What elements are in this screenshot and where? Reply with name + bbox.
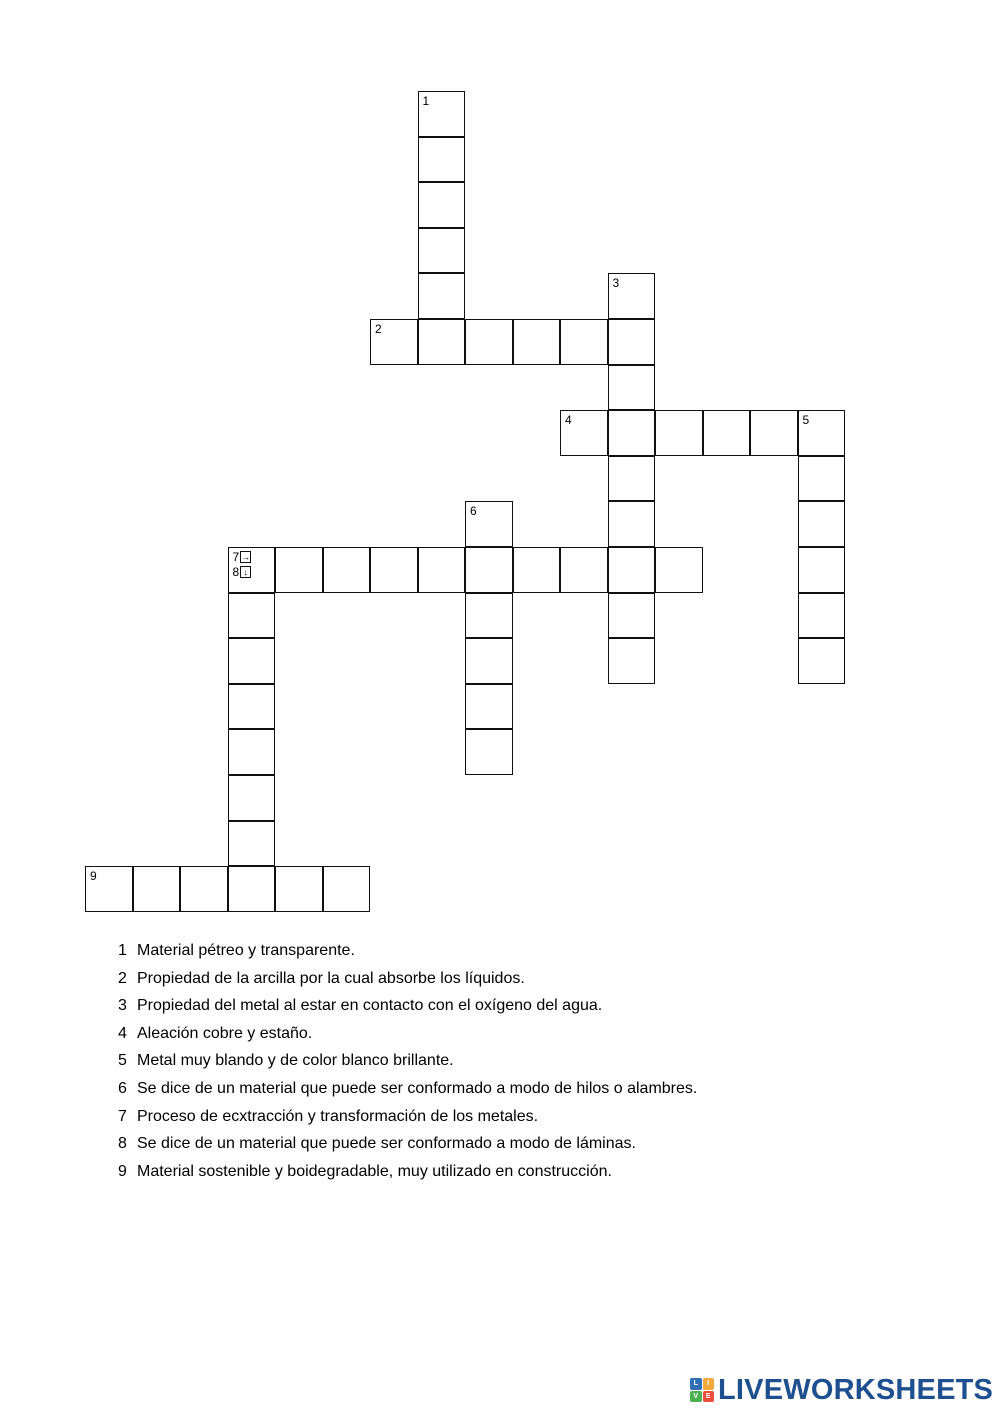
crossword-cell-input[interactable]: [656, 411, 702, 455]
crossword-cell[interactable]: [465, 638, 513, 684]
crossword-cell[interactable]: [750, 410, 798, 456]
crossword-cell-input[interactable]: [134, 867, 180, 911]
crossword-cell-input[interactable]: [229, 685, 275, 729]
crossword-cell[interactable]: [703, 410, 751, 456]
crossword-cell-input[interactable]: [229, 867, 275, 911]
clue-text: Propiedad de la arcilla por la cual absorbe los líquidos.: [137, 969, 525, 987]
crossword-cell-input[interactable]: [656, 548, 702, 592]
crossword-cell[interactable]: [228, 638, 276, 684]
clue-list: [118, 942, 978, 1190]
cell-number-label: 3: [612, 276, 620, 291]
clue-number: 5: [118, 1052, 127, 1070]
crossword-cell-input[interactable]: [561, 548, 607, 592]
crossword-cell-input[interactable]: [609, 594, 655, 638]
clue-text: Metal muy blando y de color blanco brillante.: [137, 1052, 454, 1070]
crossword-cell-input[interactable]: [419, 274, 465, 318]
crossword-cell-input[interactable]: [609, 457, 655, 501]
clue-item: [118, 997, 978, 1025]
clue-number: 9: [118, 1162, 127, 1180]
clue-number: 6: [118, 1079, 127, 1097]
crossword-cell-input[interactable]: [276, 548, 322, 592]
crossword-cell-input[interactable]: [466, 502, 512, 546]
crossword-cell[interactable]: [798, 501, 846, 547]
crossword-cell-input[interactable]: [466, 730, 512, 774]
crossword-cell[interactable]: [418, 137, 466, 183]
crossword-cell[interactable]: [228, 821, 276, 867]
crossword-cell[interactable]: [323, 866, 371, 912]
crossword-cell[interactable]: [418, 273, 466, 319]
crossword-cell-input[interactable]: [181, 867, 227, 911]
crossword-cell[interactable]: [798, 410, 846, 456]
logo-mark-tile: V: [690, 1391, 702, 1403]
crossword-cell[interactable]: [275, 866, 323, 912]
clue-number: 3: [118, 997, 127, 1015]
clue-item: [118, 1080, 978, 1108]
crossword-cell-input[interactable]: [371, 548, 417, 592]
arrow-right-icon: →: [241, 552, 251, 562]
crossword-cell[interactable]: [228, 866, 276, 912]
crossword-cell-input[interactable]: [609, 548, 655, 592]
crossword-cell[interactable]: [465, 501, 513, 547]
crossword-cell-input[interactable]: [229, 730, 275, 774]
clue-item: [118, 1108, 978, 1136]
liveworksheets-logo-icon: [690, 1378, 714, 1402]
crossword-cell-input[interactable]: [561, 411, 607, 455]
cell-number-label: 1: [422, 94, 430, 108]
crossword-cell-input[interactable]: [86, 867, 132, 911]
clue-number: 2: [118, 969, 127, 987]
clue-text: Aleación cobre y estaño.: [137, 1024, 313, 1042]
crossword-cell-input[interactable]: [466, 320, 512, 364]
logo-mark-tile: I: [703, 1378, 715, 1390]
crossword-cell-input[interactable]: [419, 548, 465, 592]
crossword-cell-input[interactable]: [276, 867, 322, 911]
cell-number-label: 2: [375, 322, 382, 336]
crossword-cell-input[interactable]: [419, 320, 465, 364]
crossword-cell[interactable]: [228, 775, 276, 821]
crossword-cell-input[interactable]: [419, 229, 465, 273]
logo-mark-tile: E: [703, 1391, 715, 1403]
crossword-cell-input[interactable]: [229, 776, 275, 820]
crossword-cell-input[interactable]: [324, 548, 370, 592]
clue-text: Propiedad del metal al estar en contacto con el oxígeno del agua.: [137, 997, 603, 1015]
crossword-cell-input[interactable]: [609, 320, 655, 364]
clue-number: 1: [118, 942, 127, 959]
crossword-cell-input[interactable]: [799, 594, 845, 638]
cell-number-label: 4: [565, 413, 572, 428]
crossword-cell[interactable]: [608, 410, 656, 456]
logo-mark-tile: L: [690, 1378, 702, 1390]
crossword-cell[interactable]: [133, 866, 181, 912]
crossword-cell-input[interactable]: [609, 274, 655, 318]
crossword-cell-input[interactable]: [419, 92, 465, 136]
crossword-cell-input[interactable]: [229, 639, 275, 683]
crossword-cell-input[interactable]: [609, 639, 655, 683]
crossword-cell-input[interactable]: [466, 594, 512, 638]
crossword-cell-input[interactable]: [704, 411, 750, 455]
cell-number-label: 5: [802, 413, 810, 428]
clue-text: Proceso de ecxtracción y transformación de los metales.: [137, 1107, 539, 1125]
crossword-cell-input[interactable]: [609, 502, 655, 546]
crossword-cell[interactable]: [465, 684, 513, 730]
cell-number-label: 6: [470, 504, 477, 519]
crossword-cell-input[interactable]: [751, 411, 797, 455]
clue-item: [118, 970, 978, 998]
crossword-cell-input[interactable]: [609, 411, 655, 455]
crossword-cell[interactable]: [465, 547, 513, 593]
crossword-cell-input[interactable]: [466, 685, 512, 729]
crossword-cell[interactable]: [798, 547, 846, 593]
crossword-cell[interactable]: [228, 593, 276, 639]
crossword-cell[interactable]: [85, 866, 133, 912]
crossword-cell[interactable]: [798, 456, 846, 502]
clue-item: [118, 1025, 978, 1053]
clue-number: 7: [118, 1107, 127, 1125]
clue-item: [118, 1163, 978, 1191]
crossword-cell-input[interactable]: [324, 867, 370, 911]
crossword-cell[interactable]: [608, 547, 656, 593]
clue-text: Material pétreo y transparente.: [137, 942, 355, 959]
crossword-cell[interactable]: [465, 319, 513, 365]
clue-text: Material sostenible y boidegradable, muy utilizado en construcción.: [137, 1162, 612, 1180]
crossword-cell[interactable]: [418, 547, 466, 593]
crossword-cell-input[interactable]: [419, 138, 465, 182]
crossword-cell[interactable]: [418, 182, 466, 228]
crossword-cell[interactable]: [418, 91, 466, 137]
crossword-cell[interactable]: [418, 319, 466, 365]
crossword-cell[interactable]: [418, 228, 466, 274]
crossword-cell-input[interactable]: [514, 320, 560, 364]
crossword-cell[interactable]: [608, 638, 656, 684]
crossword-cell[interactable]: [323, 547, 371, 593]
crossword-cell-input[interactable]: [371, 320, 417, 364]
crossword-cell[interactable]: [513, 547, 561, 593]
clue-text: Se dice de un material que puede ser conformado a modo de láminas.: [137, 1135, 636, 1153]
crossword-cell[interactable]: [655, 410, 703, 456]
crossword-cell-input[interactable]: [799, 548, 845, 592]
crossword-cell[interactable]: [228, 684, 276, 730]
crossword-cell[interactable]: [608, 456, 656, 502]
crossword-cell[interactable]: [608, 273, 656, 319]
crossword-cell[interactable]: [180, 866, 228, 912]
clue-text: Se dice de un material que puede ser conformado a modo de hilos o alambres.: [137, 1079, 698, 1097]
crossword-cell-input[interactable]: [799, 457, 845, 501]
clue-number: 8: [118, 1135, 127, 1153]
crossword-cell-input[interactable]: [609, 366, 655, 410]
liveworksheets-logo: [690, 1373, 993, 1407]
crossword-cell-input[interactable]: [561, 320, 607, 364]
crossword-cell[interactable]: [465, 593, 513, 639]
crossword-cell-input[interactable]: [799, 411, 845, 455]
crossword-cell[interactable]: [608, 365, 656, 411]
clue-item: [118, 1135, 978, 1163]
crossword-cell[interactable]: [465, 729, 513, 775]
crossword-cell-input[interactable]: [514, 548, 560, 592]
crossword-cell-input[interactable]: [229, 548, 275, 592]
clue-item: [118, 1052, 978, 1080]
crossword-cell-input[interactable]: [466, 548, 512, 592]
crossword-cell[interactable]: [608, 593, 656, 639]
crossword-cell-input[interactable]: [466, 639, 512, 683]
crossword-cell[interactable]: [370, 319, 418, 365]
cell-number-label: 9: [90, 869, 97, 884]
crossword-cell[interactable]: [560, 547, 608, 593]
logo-text: LIVEWORKSHEETS: [718, 1373, 994, 1406]
crossword-cell[interactable]: [655, 547, 703, 593]
crossword-cell[interactable]: [798, 593, 846, 639]
crossword-cell-input[interactable]: [229, 594, 275, 638]
crossword-cell-input[interactable]: [229, 822, 275, 866]
clue-number: 4: [118, 1024, 127, 1042]
crossword-cell[interactable]: [370, 547, 418, 593]
cell-number-label: 8: [232, 565, 240, 579]
crossword-cell[interactable]: [798, 638, 846, 684]
crossword-cell[interactable]: [513, 319, 561, 365]
crossword-cell[interactable]: [228, 729, 276, 775]
clue-item: [118, 942, 978, 970]
crossword-cell-input[interactable]: [799, 502, 845, 546]
crossword-cell[interactable]: [275, 547, 323, 593]
crossword-cell[interactable]: [560, 319, 608, 365]
crossword-cell[interactable]: [560, 410, 608, 456]
crossword-cell[interactable]: [608, 319, 656, 365]
arrow-down-icon: ↓: [240, 566, 251, 578]
cell-number-label: 7: [232, 550, 240, 564]
crossword-cell[interactable]: [228, 547, 276, 593]
crossword-cell-input[interactable]: [419, 183, 465, 227]
crossword-cell[interactable]: [608, 501, 656, 547]
crossword-cell-input[interactable]: [799, 639, 845, 683]
